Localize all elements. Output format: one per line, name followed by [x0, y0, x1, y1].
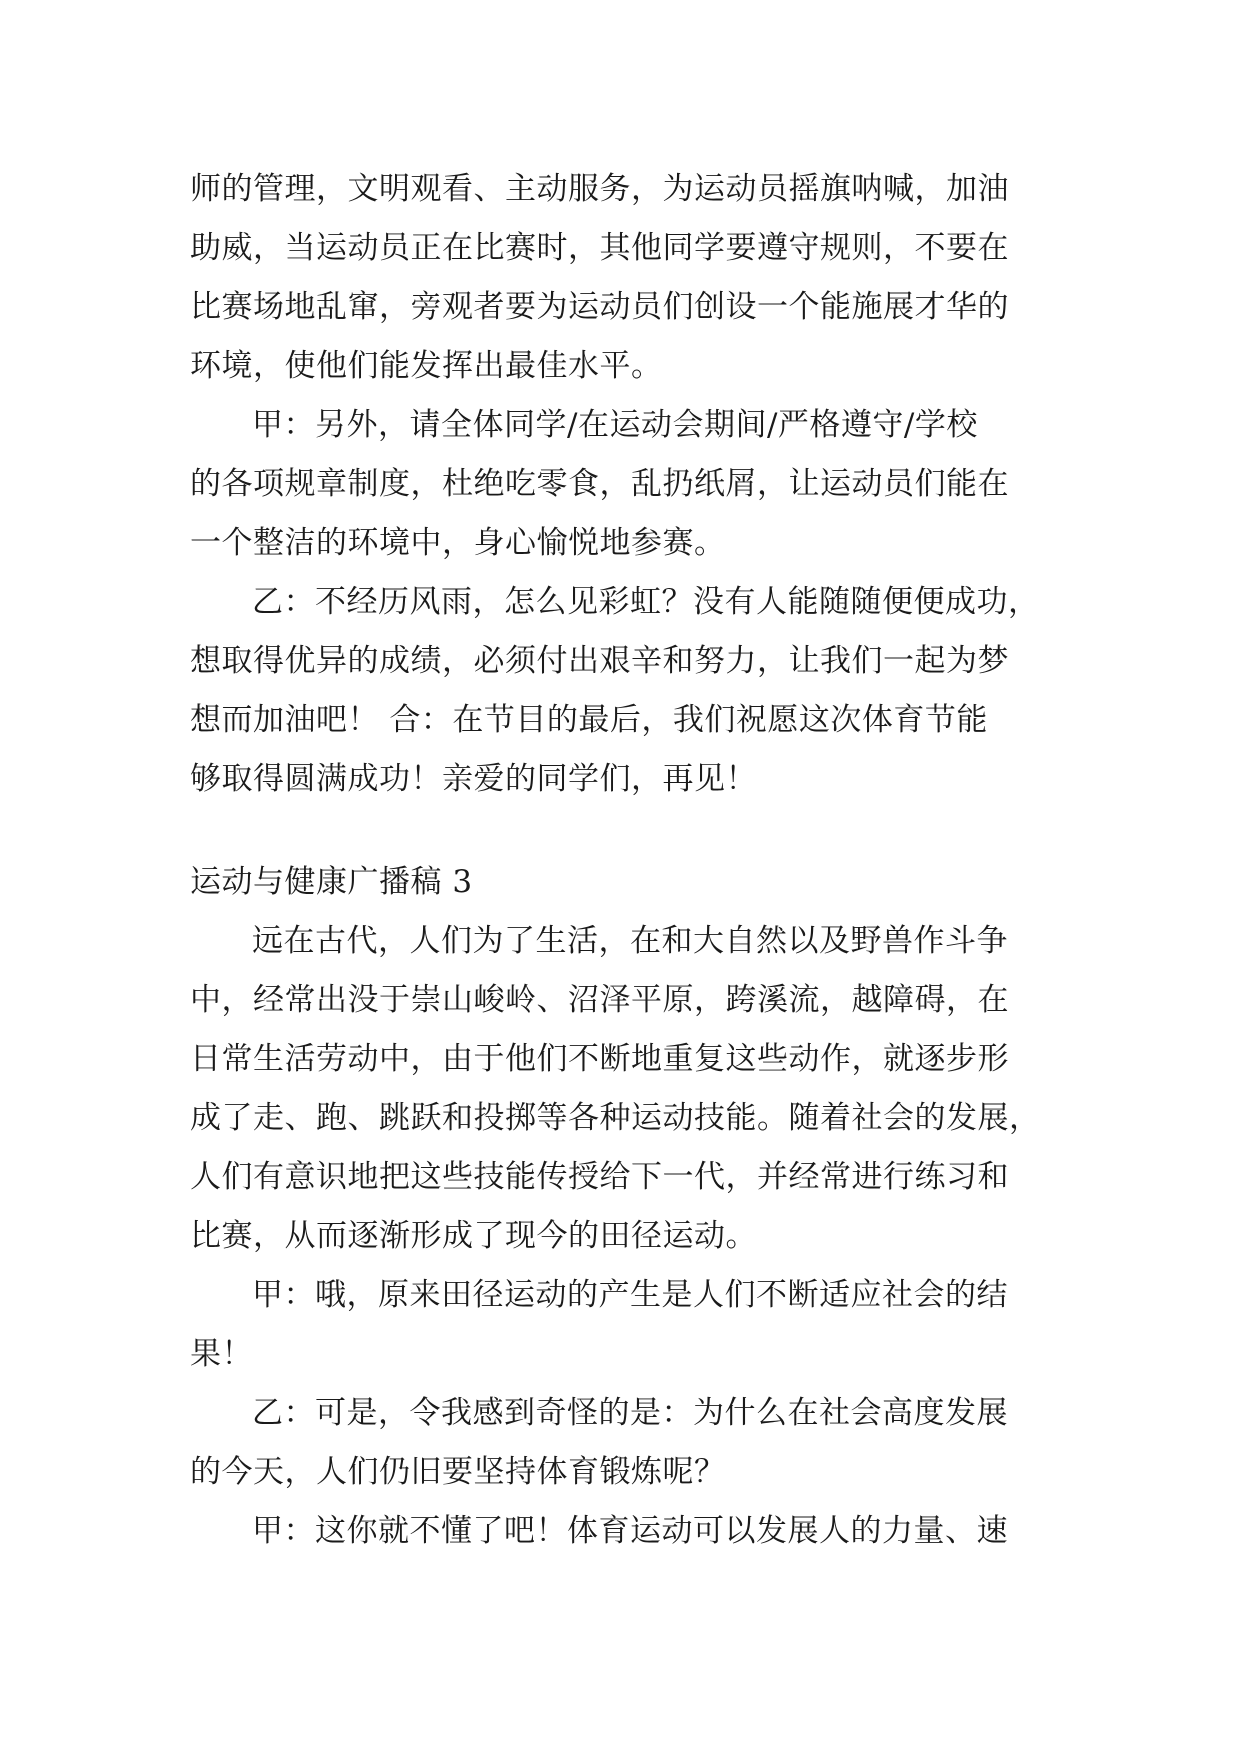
text-line: 助威，当运动员正在比赛时，其他同学要遵守规则，不要在 [190, 230, 1009, 266]
text-line: 环境，使他们能发挥出最佳水平。 [190, 348, 663, 384]
text-line: 的今天，人们仍旧要坚持体育锻炼呢？ [190, 1454, 726, 1490]
text-line: 比赛场地乱窜，旁观者要为运动员们创设一个能施展才华的 [190, 289, 1009, 325]
paragraph-first-line: 甲：另外，请全体同学/在运动会期间/严格遵守/学校 [252, 407, 978, 443]
text-line: 师的管理，文明观看、主动服务，为运动员摇旗呐喊，加油 [190, 171, 1009, 207]
text-line: 想取得优异的成绩，必须付出艰辛和努力，让我们一起为梦 [190, 643, 1009, 679]
paragraph-first-line: 乙：不经历风雨，怎么见彩虹？没有人能随随便便成功， [252, 584, 1040, 620]
text-line: 人们有意识地把这些技能传授给下一代，并经常进行练习和 [190, 1159, 1009, 1195]
paragraph-first-line: 乙：可是，令我感到奇怪的是：为什么在社会高度发展 [252, 1395, 1008, 1431]
paragraph-first-line: 远在古代，人们为了生活，在和大自然以及野兽作斗争 [252, 923, 1008, 959]
text-line: 日常生活劳动中，由于他们不断地重复这些动作，就逐步形 [190, 1041, 1009, 1077]
paragraph-first-line: 甲：哦，原来田径运动的产生是人们不断适应社会的结 [252, 1277, 1008, 1313]
section-heading: 运动与健康广播稿 3 [190, 864, 473, 900]
text-line: 一个整洁的环境中，身心愉悦地参赛。 [190, 525, 726, 561]
text-line: 的各项规章制度，杜绝吃零食，乱扔纸屑，让运动员们能在 [190, 466, 1009, 502]
text-line: 比赛，从而逐渐形成了现今的田径运动。 [190, 1218, 757, 1254]
text-line: 够取得圆满成功！亲爱的同学们，再见！ [190, 761, 757, 797]
paragraph-first-line: 甲：这你就不懂了吧！体育运动可以发展人的力量、速 [252, 1513, 1008, 1549]
text-line: 中，经常出没于崇山峻岭、沼泽平原，跨溪流，越障碍，在 [190, 982, 1009, 1018]
text-line: 果！ [190, 1336, 253, 1372]
text-line: 成了走、跑、跳跃和投掷等各种运动技能。随着社会的发展， [190, 1100, 1041, 1136]
text-line: 想而加油吧！ 合：在节目的最后，我们祝愿这次体育节能 [190, 702, 988, 738]
